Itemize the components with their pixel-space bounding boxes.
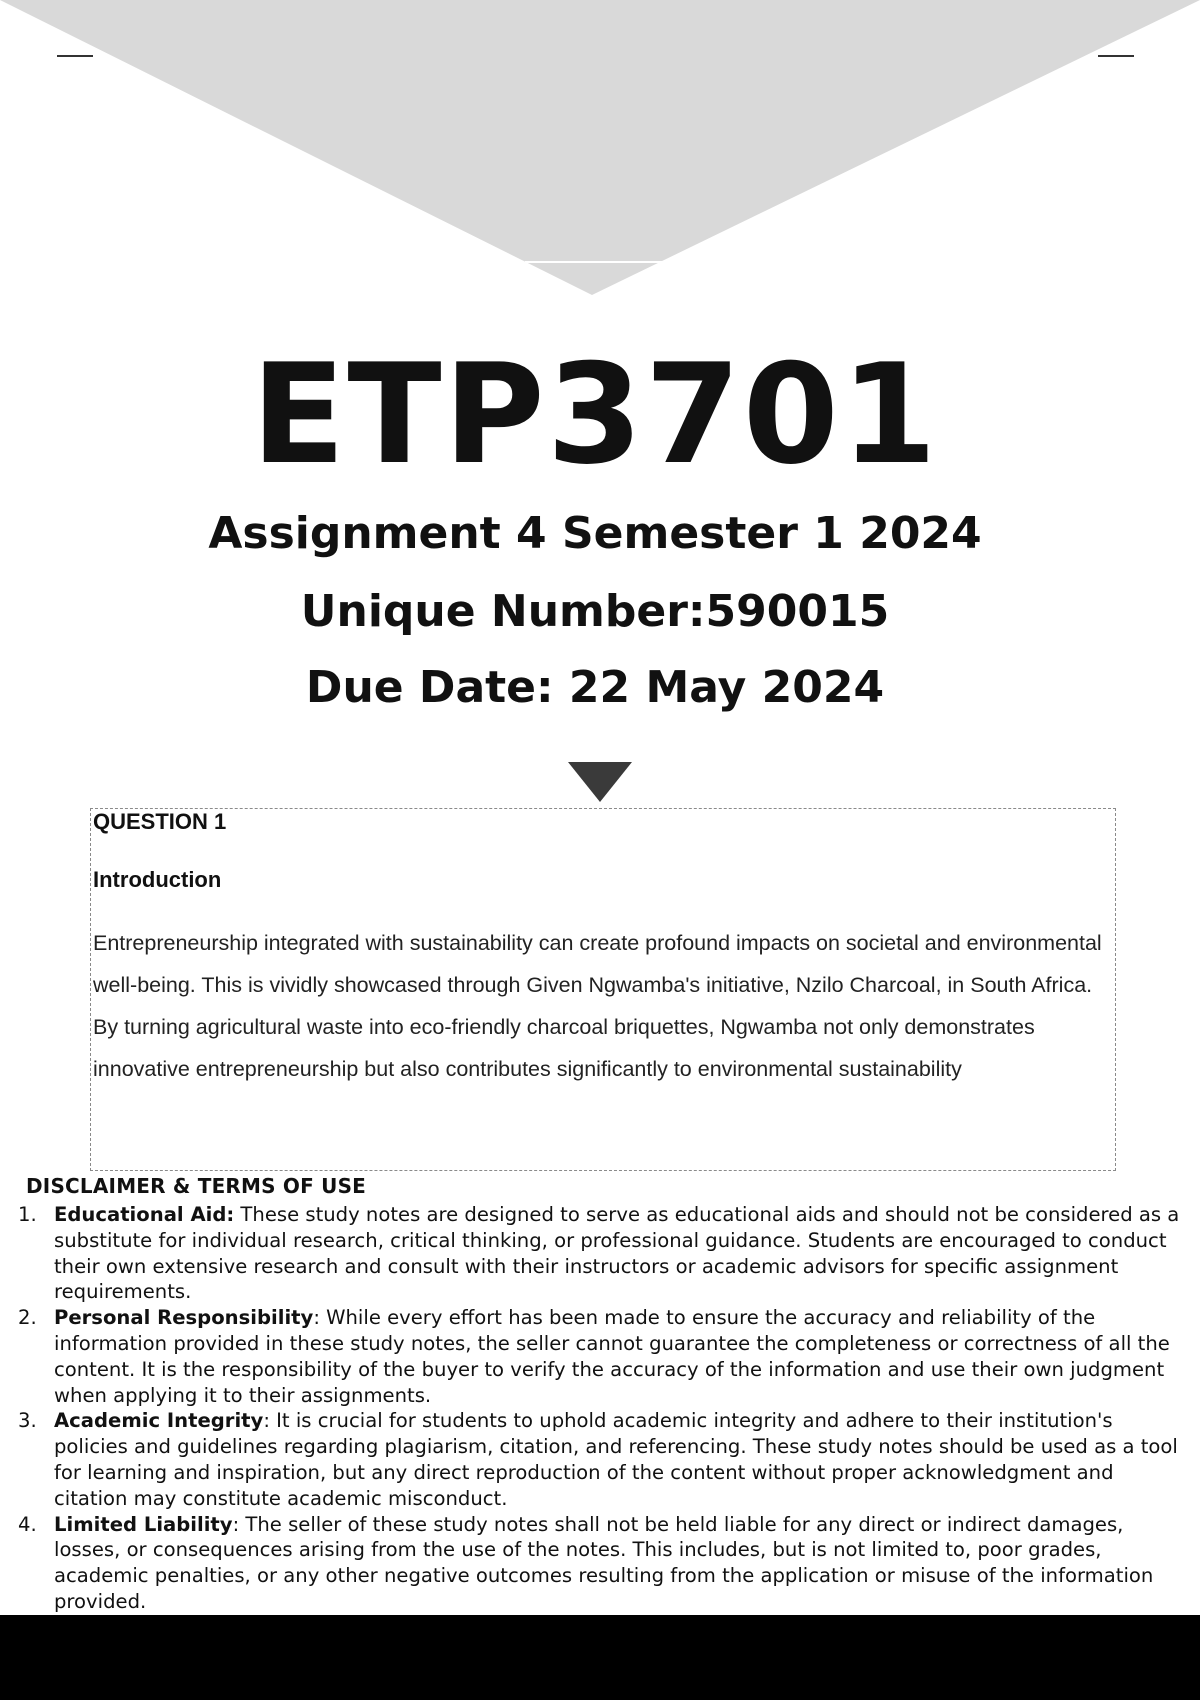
due-date: Due Date: 22 May 2024 — [305, 662, 885, 713]
item-heading: Limited Liability — [54, 1512, 233, 1536]
intro-heading: Introduction — [93, 867, 222, 892]
item-text: These study notes are designed to serve as educational aids and should not be considered as a substitute for individual research, critical thinking, or professional guidance. Students are encouraged to conduct their own extensive research and consult with their instructors or academic advisors for specific assignment requirements. — [54, 1203, 1180, 1304]
course-code: ETP3701 — [251, 334, 939, 495]
footer-bar — [0, 1615, 1200, 1700]
chevron-banner — [0, 0, 1200, 300]
list-item — [0, 1305, 1200, 1408]
item-text: : It is crucial for students to uphold academic integrity and adhere to their institution's policies and guidelines regarding plagiarism, citation, and referencing. These study notes should be used as a tool for learning and inspiration, but any direct reproduction of the content without proper acknowledgment and citation may constitute academic misconduct. — [54, 1409, 1178, 1510]
item-number: 4. — [18, 1512, 37, 1536]
terms-list — [0, 1202, 1200, 1615]
disclaimer-title: DISCLAIMER & TERMS OF USE — [26, 1174, 367, 1198]
assignment-title: Assignment 4 Semester 1 2024 — [208, 508, 982, 559]
item-number: 1. — [18, 1203, 37, 1226]
list-item — [0, 1408, 1200, 1511]
item-text: : The seller of these study notes shall not be held liable for any direct or indirect damages, losses, or consequences arising from the use of the notes. This includes, but is not limited to, poor grades, academic penalties, or any other negative outcomes resulting from the application or misuse of the information provided. — [54, 1512, 1154, 1613]
list-item — [0, 1202, 1200, 1305]
question-title: QUESTION 1 — [93, 809, 227, 834]
corner-mark-right — [1098, 55, 1134, 57]
item-text: : While every effort has been made to ensure the accuracy and reliability of the information provided in these study notes, the seller cannot guarantee the completeness or correctness of all the content. It is the responsibility of the buyer to verify the accuracy of the information and use their own judgment when applying it to their assignments. — [54, 1306, 1170, 1407]
down-arrow-icon — [568, 762, 632, 802]
list-item — [0, 1512, 1200, 1615]
question-box — [90, 808, 1116, 1171]
intro-paragraph: Entrepreneurship integrated with sustainability can create profound impacts on societal and environmental well-being. This is vividly showcased through Given Ngwamba's initiative, Nzilo Charcoal, in South Africa. By turning agricultural waste into eco-friendly charcoal briquettes, Ngwamba not only demonstrates innovative entrepreneurship but also contributes significantly to environmental sustainability — [93, 931, 1102, 1081]
item-heading: Personal Responsibility — [54, 1306, 314, 1330]
corner-mark-left — [57, 55, 93, 57]
item-number: 2. — [18, 1306, 37, 1330]
item-number: 3. — [18, 1409, 37, 1433]
unique-number: Unique Number:590015 — [300, 586, 890, 637]
item-heading: Educational Aid: — [54, 1203, 235, 1226]
item-heading: Academic Integrity — [54, 1409, 264, 1433]
